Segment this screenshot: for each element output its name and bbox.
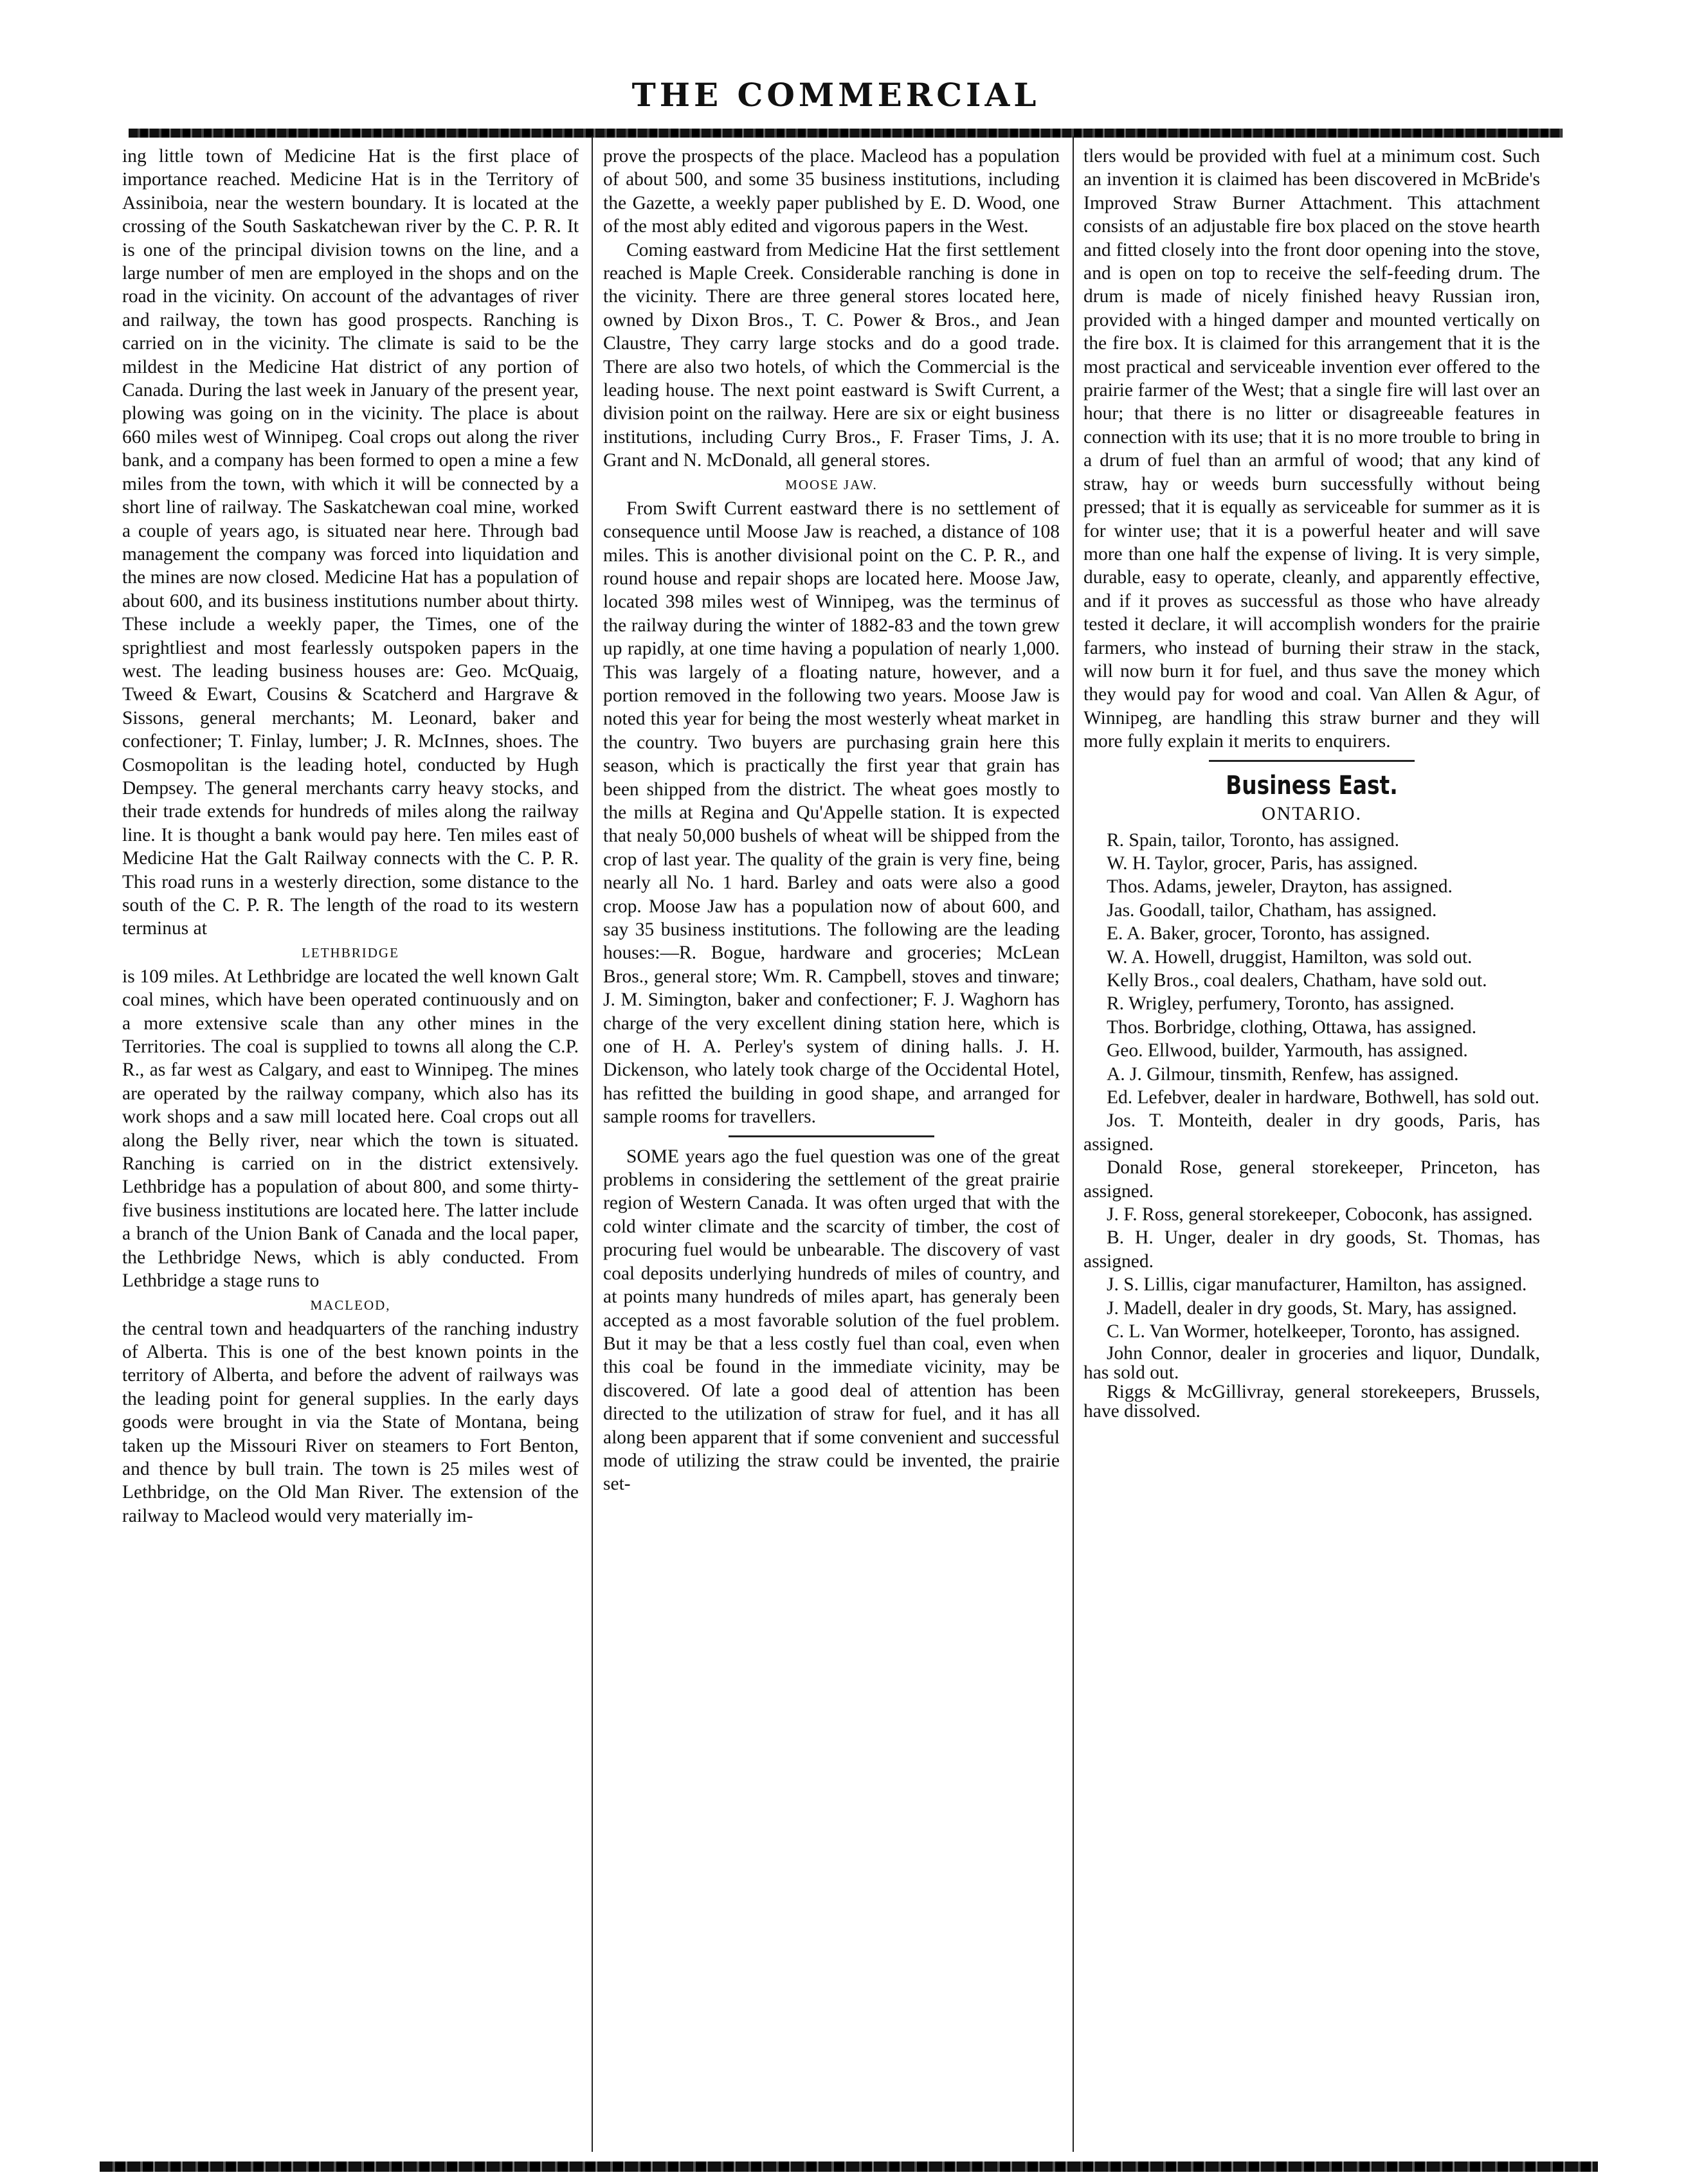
business-notice: Kelly Bros., coal dealers, Chatham, have sold out. — [1107, 970, 1487, 991]
business-notice: Thos. Borbridge, clothing, Ottawa, has assigned. — [1107, 1016, 1477, 1038]
business-notice: R. Wrigley, perfumery, Toronto, has assigned. — [1107, 993, 1455, 1015]
business-notice: E. A. Baker, grocer, Toronto, has assigned. — [1107, 923, 1430, 944]
masthead-title: THE COMMERCIAL — [631, 76, 1040, 114]
section-heading-business-east: Business East. — [1226, 770, 1398, 800]
article-paragraph: From Swift Current eastward there is no settlement of consequence until Moose Jaw is reached, a distance of 108 miles. This is another divisional point on the C. P. R., and round house and repair shops are located here. Moose Jaw, located 398 miles west of Winnipeg, was the terminus of the railway during the winter of 1882-83 and the town grew up rapidly, at one time having a population of nearly 1,000. This was largely of a floating nature, however, and a portion removed in the following two years. Moose Jaw is noted this year for being the most westerly wheat market in the country. Two buyers are purchasing grain here this season, which is practically the first year that grain has been shipped from the district. The wheat goes mostly to the mills at Regina and Qu'Appelle station. It is expected that nealy 50,000 bushels of wheat will be shipped from the crop of last year. The quality of the grain is very fine, being nearly all No. 1 hard. Barley and oats were also a good crop. Moose Jaw has a population now of about 600, and say 35 business institutions. The following are the leading houses:—R. Bogue, hardware and groceries; McLean Bros., general store; Wm. R. Campbell, stoves and tinware; J. M. Simington, baker and confectioner; F. J. Waghorn has charge of the very excellent dining station here, which is one of H. A. Perley's system of dining halls. J. H. Dickenson, who lately took charge of the Occidental Hotel, has refitted the building in good shape, and arranged for sample rooms for travellers. — [603, 498, 1060, 1128]
subheading-lethbridge: LETHBRIDGE — [302, 944, 399, 961]
article-paragraph: ing little town of Medicine Hat is the first place of importance reached. Medicine Hat is in the Territory of Assiniboia, near the western boundary. It is located at the crossing of the South Saskatchewan river by the C. P. R. It is one of the principal division towns on the line, and a large number of men are employed in the shops and on the road in the vicinity. On account of the advantages of river and railway, the town has good prospects. Ranching is carried on in the vicinity. The climate is said to be the mildest in the Medicine Hat district of any portion of Canada. During the last week in January of the present year, plowing was going on in the vicinity. The place is about 660 miles west of Winnipeg. Coal crops out along the river bank, and a company has been formed to open a mine a few miles from the town, with which it will be connected by a short line of railway. The Saskatchewan coal mine, worked a couple of years ago, is situated near here. Through bad management the company was forced into liquidation and the mines are now closed. Medicine Hat has a population of about 600, and its business institutions number about thirty. These include a weekly paper, the Times, one of the sprightliest and most fearlessly outspoken papers in the west. The leading business houses are: Geo. McQuaig, Tweed & Ewart, Cousins & Scatcherd and Hargrave & Sissons, general merchants; M. Leonard, baker and confectioner; T. Finlay, lumber; J. R. McInnes, shoes. The Cosmopolitan is the leading hotel, conducted by Hugh Dempsey. The general merchants carry heavy stocks, and their trade extends for hundreds of miles along the railway line. It is thought a bank would pay here. Ten miles east of Medicine Hat the Galt Railway connects with the C. P. R. This road runs in a westerly direction, some distance to the south of the C. P. R. The length of the road to its western terminus at — [122, 146, 579, 939]
article-paragraph: the central town and headquarters of the ranching industry of Alberta. This is one of the best known points in the territory of Alberta, and before the advent of railways was the leading point for general supplies. In the early days goods were brought in via the State of Montana, being taken up the Missouri River on steamers to Fort Benton, and thence by bull train. The town is 25 miles west of Lethbridge, on the Old Man River. The extension of the railway to Macleod would very materially im- — [122, 1318, 579, 1526]
subheading-macleod: MACLEOD, — [310, 1297, 391, 1313]
business-notice: J. F. Ross, general storekeeper, Coboconk, has assigned. — [1107, 1204, 1533, 1225]
business-notice: Thos. Adams, jeweler, Drayton, has assigned. — [1107, 876, 1453, 898]
article-paragraph: Coming eastward from Medicine Hat the first settlement reached is Maple Creek. Considerable ranching is done in the vicinity. There are three general stores located here, owned by Dixon Bros., T. C. Power & Bros., and Jean Claustre, They carry large stocks and do a good trade. There are also two hotels, of which the Commercial is the leading house. The next point eastward is Swift Current, a division point on the railway. Here are six or eight business institutions, including Curry Bros., F. Fraser Tims, J. A. Grant and N. McDonald, all general stores. — [603, 239, 1060, 471]
business-notice: Jas. Goodall, tailor, Chatham, has assigned. — [1107, 899, 1437, 921]
masthead-rule — [129, 129, 1563, 138]
business-notice: Riggs & McGillivray, general storekeepers, Brussels, have dissolved. — [1083, 1381, 1540, 1421]
section-divider — [1209, 760, 1415, 762]
column-divider-1 — [592, 136, 593, 2152]
footer-rule — [100, 2161, 1598, 2172]
article-paragraph: SOME years ago the fuel question was one of the great problems in considering the settlement of the great prairie region of Western Canada. It was often urged that with the cold winter climate and the scarcity of timber, the cost of procuring fuel would be unbearable. The discovery of vast coal deposits underlying hundreds of miles of country, and at points many hundreds of miles apart, has generaly been accepted as a most favorable solution of the fuel problem. But it may be that a less costly fuel than coal, even when this coal be found in the immediate vicinity, may be discovered. Of late a good deal of attention has been directed to the utilization of straw for fuel, and it has all along been apparent that if some convenient and successful mode of utilizing the straw could be invented, the prairie set- — [603, 1146, 1060, 1495]
section-subheading-ontario: ONTARIO. — [1261, 802, 1363, 824]
business-notice: W. A. Howell, druggist, Hamilton, was sold out. — [1107, 946, 1473, 968]
business-notice: C. L. Van Wormer, hotelkeeper, Toronto, has assigned. — [1107, 1321, 1520, 1342]
business-notice: John Connor, dealer in groceries and liquor, Dundalk, has sold out. — [1083, 1342, 1540, 1383]
article-paragraph: is 109 miles. At Lethbridge are located the well known Galt coal mines, which have been operated continuously and on a more extensive scale than any other mines in the Territories. The coal is supplied to towns all along the C.P. R., as far west as Calgary, and east to Winnipeg. The mines are operated by the railway company, which also has its work shops and a saw mill located here. Coal crops out all along the Belly river, near which the town is situated. Ranching is carried on in the district extensively. Lethbridge has a population of about 800, and some thirty-five business institutions are located here. The latter include a branch of the Union Bank of Canada and the local paper, the Lethbridge News, which is ably conducted. From Lethbridge a stage runs to — [122, 966, 579, 1292]
business-notice: Geo. Ellwood, builder, Yarmouth, has assigned. — [1107, 1040, 1468, 1061]
business-notice: W. H. Taylor, grocer, Paris, has assigned. — [1107, 853, 1418, 874]
article-paragraph: tlers would be provided with fuel at a minimum cost. Such an invention it is claimed has been discovered in McBride's Improved Straw Burner Attachment. This attachment consists of an adjustable fire box placed on the stove hearth and fitted closely into the front door opening into the stove, and is open on top to receive the self-feeding drum. The drum is made of nicely finished heavy Russian iron, provided with a hinged damper and mounted vertically on the fire box. It is claimed for this arrangement that it is the most practical and serviceable invention ever offered to the prairie farmer of the West; that a single fire will last over an hour; that there is no litter or disagreeable features in connection with its use; that it is no more trouble to bring in a drum of fuel than an armful of wood; that any kind of straw, hay or weeds burn successfully without being pressed; that it is equally as serviceable for summer as it is for winter use; that it is a powerful heater and will save more than one half the expense of living. It is very simple, durable, easy to operate, cleanly, and apparently effective, and if it proves as successful as those who have already tested it declare, it will accomplish wonders for the prairie farmers, who instead of burning their straw in the stack, will now burn it for fuel, and thus save the money which they would pay for wood and coal. Van Allen & Agur, of Winnipeg, are handling this straw burner and they will more fully explain it merits to enquirers. — [1083, 146, 1540, 752]
business-notice: Ed. Lefebver, dealer in hardware, Bothwell, has sold out. — [1107, 1087, 1539, 1108]
business-notice: B. H. Unger, dealer in dry goods, St. Thomas, has assigned. — [1083, 1227, 1540, 1272]
column-divider-2 — [1073, 136, 1074, 2152]
column-3 — [1083, 145, 1540, 2147]
business-notice: Jos. T. Monteith, dealer in dry goods, Paris, has assigned. — [1083, 1110, 1540, 1155]
column-2 — [603, 145, 1060, 2147]
business-notice: J. Madell, dealer in dry goods, St. Mary, has assigned. — [1107, 1297, 1517, 1319]
article-paragraph: prove the prospects of the place. Macleod has a population of about 500, and some 35 business institutions, including the Gazette, a weekly paper published by E. D. Wood, one of the most ably edited and vigorous papers in the West. — [603, 146, 1060, 237]
business-notice: A. J. Gilmour, tinsmith, Renfew, has assigned. — [1107, 1063, 1459, 1085]
subheading-moose-jaw: MOOSE JAW. — [785, 476, 878, 492]
business-notice: R. Spain, tailor, Toronto, has assigned. — [1107, 829, 1400, 851]
column-1 — [122, 145, 579, 2147]
business-notice: Donald Rose, general storekeeper, Princeton, has assigned. — [1083, 1157, 1540, 1202]
business-notice: J. S. Lillis, cigar manufacturer, Hamilton, has assigned. — [1107, 1274, 1527, 1295]
section-divider — [729, 1135, 934, 1137]
